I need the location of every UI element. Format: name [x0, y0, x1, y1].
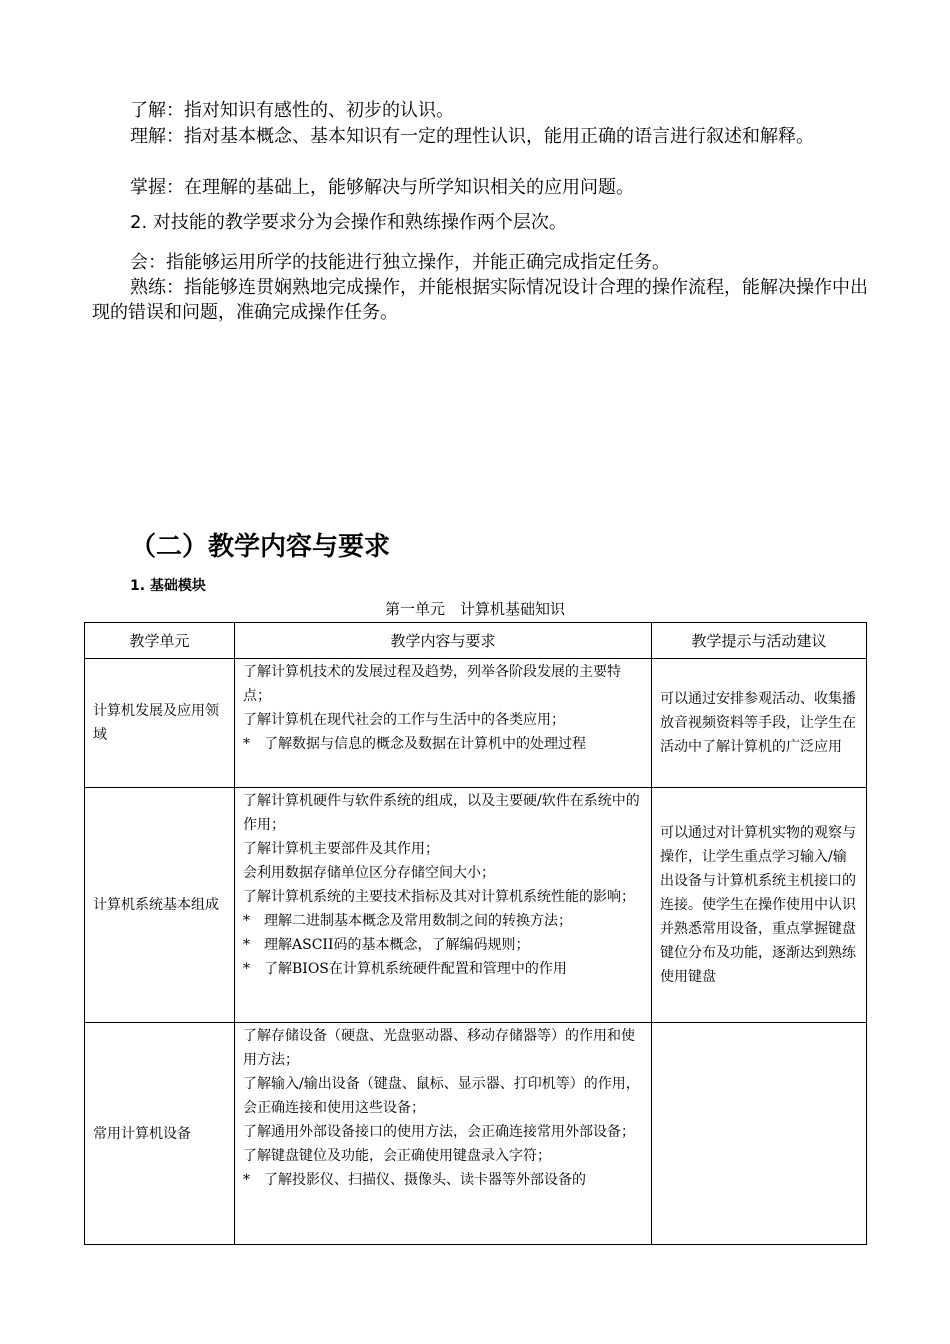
content-item: 了解计算机在现代社会的工作与生活中的各类应用；	[243, 712, 565, 728]
table-header-row	[85, 623, 867, 659]
skills-text: 对技能的教学要求分为会操作和熟练操作两个层次。	[152, 212, 567, 233]
content-item: 了解通用外部设备接口的使用方法，会正确连接常用外部设备；	[243, 1124, 635, 1140]
content-item: 会利用数据存储单位区分存储空间大小；	[243, 865, 495, 881]
content-item: 了解键盘键位及功能，会正确使用键盘录入字符；	[243, 1148, 551, 1164]
skills-requirement	[92, 210, 870, 235]
content-cell	[235, 659, 652, 788]
header-hint: 教学提示与活动建议	[652, 623, 867, 659]
hint-cell: 可以通过对计算机实物的观察与操作，让学生重点学习输入/输出设备与计算机系统主机接口的连接。使学生在操作使用中认识并熟悉常用设备，重点掌握键盘键位分布及功能，逐渐达到熟练使用键盘	[652, 788, 867, 1023]
header-unit: 教学单元	[85, 623, 235, 659]
content-cell	[235, 1023, 652, 1245]
skills-number: 2.	[130, 212, 148, 233]
content-item: * 了解BIOS在计算机系统硬件配置和管理中的作用	[243, 961, 567, 977]
curriculum-table	[84, 622, 867, 1245]
intro-paragraph-comprehend: 理解：指对基本概念、基本知识有一定的理性认识，能用正确的语言进行叙述和解释。	[130, 126, 814, 147]
content-item: 了解输入/输出设备（键盘、鼠标、显示器、打印机等）的作用，会正确连接和使用这些设备；	[243, 1076, 640, 1116]
content-item: 了解计算机硬件与软件系统的组成，以及主要硬/软件在系统中的作用；	[243, 793, 640, 833]
intro-paragraph-master: 掌握：在理解的基础上，能够解决与所学知识相关的应用问题。	[130, 177, 634, 198]
section-heading: （二）教学内容与要求	[130, 532, 391, 562]
content-item: 了解计算机技术的发展过程及趋势，列举各阶段发展的主要特点；	[243, 664, 621, 704]
intro-paragraph-understand-basic: 了解：指对知识有感性的、初步的认识。	[130, 100, 454, 121]
content-item: * 了解数据与信息的概念及数据在计算机中的处理过程	[243, 736, 586, 752]
unit-cell: 计算机发展及应用领域	[85, 659, 235, 788]
content-item: * 理解ASCII码的基本概念，了解编码规则；	[243, 937, 530, 953]
skill-level-can: 会：指能够运用所学的技能进行独立操作，并能正确完成指定任务。	[130, 252, 670, 273]
skill-level-proficient: 熟练：指能够连贯娴熟地完成操作，并能根据实际情况设计合理的操作流程，能解决操作中出现的错误和问题，准确完成操作任务。	[92, 277, 868, 323]
header-content: 教学内容与要求	[235, 623, 652, 659]
content-cell	[235, 788, 652, 1023]
hint-cell: 可以通过安排参观活动、收集播放音视频资料等手段，让学生在活动中了解计算机的广泛应用	[652, 659, 867, 788]
content-item: 了解计算机主要部件及其作用；	[243, 841, 439, 857]
table-row	[85, 1023, 867, 1245]
content-item: 了解存储设备（硬盘、光盘驱动器、移动存储器等）的作用和使用方法；	[243, 1028, 635, 1068]
table-row	[85, 659, 867, 788]
hint-cell	[652, 1023, 867, 1245]
table-row	[85, 788, 867, 1023]
unit-cell: 计算机系统基本组成	[85, 788, 235, 1023]
unit-cell: 常用计算机设备	[85, 1023, 235, 1245]
table-caption: 第一单元 计算机基础知识	[384, 600, 565, 618]
content-item: * 理解二进制基本概念及常用数制之间的转换方法；	[243, 913, 572, 929]
content-item: 了解计算机系统的主要技术指标及其对计算机系统性能的影响；	[243, 889, 635, 905]
content-item: * 了解投影仪、扫描仪、摄像头、读卡器等外部设备的	[243, 1172, 586, 1188]
module-heading: 1. 基础模块	[130, 578, 206, 594]
